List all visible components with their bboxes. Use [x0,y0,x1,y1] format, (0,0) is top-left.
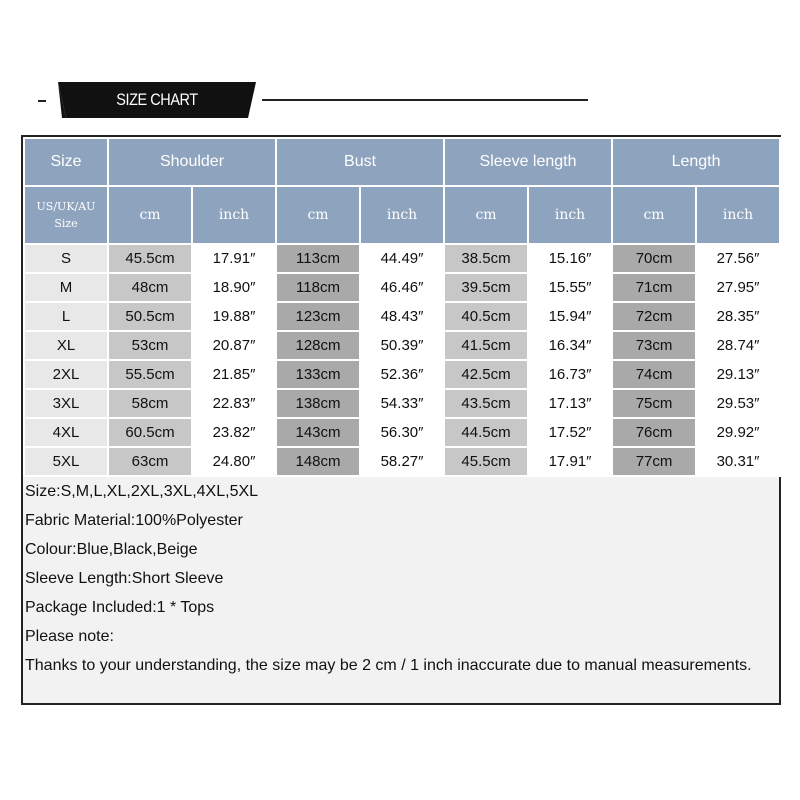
cell-bust-cm: 118cm [276,273,360,302]
cell-length-in: 28.35″ [696,302,780,331]
cell-size: 5XL [24,447,108,476]
note-colour: Colour:Blue,Black,Beige [25,541,198,558]
cell-length-in: 27.95″ [696,273,780,302]
cell-bust-cm: 113cm [276,244,360,273]
cell-bust-in: 56.30″ [360,418,444,447]
product-notes [25,477,775,680]
cell-bust-in: 58.27″ [360,447,444,476]
cell-bust-cm: 143cm [276,418,360,447]
unit-cm-header: cm [612,186,696,244]
cell-sleeve-cm: 43.5cm [444,389,528,418]
cell-sleeve-in: 15.55″ [528,273,612,302]
cell-length-in: 30.31″ [696,447,780,476]
cell-size: 2XL [24,360,108,389]
cell-sleeve-in: 17.13″ [528,389,612,418]
group-header-sleeve-length: Sleeve length [444,138,612,186]
cell-shoulder-in: 17.91″ [192,244,276,273]
cell-bust-cm: 123cm [276,302,360,331]
cell-size: XL [24,331,108,360]
cell-shoulder-in: 22.83″ [192,389,276,418]
table-row [24,273,780,302]
unit-header-row [24,186,780,244]
group-header-shoulder: Shoulder [108,138,276,186]
table-row [24,360,780,389]
size-header: Size [24,138,108,186]
cell-length-in: 29.92″ [696,418,780,447]
cell-sleeve-cm: 38.5cm [444,244,528,273]
group-header-bust: Bust [276,138,444,186]
region-size-line2: Size [54,217,78,230]
cell-length-cm: 77cm [612,447,696,476]
unit-cm-header: cm [108,186,192,244]
cell-bust-cm: 148cm [276,447,360,476]
cell-shoulder-in: 24.80″ [192,447,276,476]
cell-sleeve-cm: 41.5cm [444,331,528,360]
cell-shoulder-cm: 63cm [108,447,192,476]
cell-sleeve-cm: 42.5cm [444,360,528,389]
cell-sleeve-cm: 44.5cm [444,418,528,447]
cell-shoulder-cm: 48cm [108,273,192,302]
cell-length-in: 29.53″ [696,389,780,418]
table-row [24,389,780,418]
table-row [24,331,780,360]
cell-sleeve-in: 16.34″ [528,331,612,360]
region-size-line1: US/UK/AU [36,200,96,213]
cell-bust-in: 48.43″ [360,302,444,331]
unit-inch-header: inch [360,186,444,244]
page-title: SIZE CHART [116,90,198,109]
cell-size: S [24,244,108,273]
cell-size: L [24,302,108,331]
cell-length-in: 27.56″ [696,244,780,273]
table-row [24,447,780,476]
size-chart-box [21,135,781,705]
cell-shoulder-cm: 45.5cm [108,244,192,273]
unit-inch-header: inch [696,186,780,244]
cell-shoulder-in: 18.90″ [192,273,276,302]
cell-shoulder-cm: 53cm [108,331,192,360]
group-header-row [24,138,780,186]
cell-sleeve-cm: 40.5cm [444,302,528,331]
note-please: Please note: [25,628,114,645]
cell-shoulder-in: 23.82″ [192,418,276,447]
note-sizes: Size:S,M,L,XL,2XL,3XL,4XL,5XL [25,483,259,500]
cell-sleeve-cm: 45.5cm [444,447,528,476]
note-sleeve: Sleeve Length:Short Sleeve [25,570,224,587]
unit-inch-header: inch [192,186,276,244]
size-table [23,137,781,477]
cell-size: 4XL [24,418,108,447]
cell-length-in: 28.74″ [696,331,780,360]
cell-bust-cm: 133cm [276,360,360,389]
cell-length-in: 29.13″ [696,360,780,389]
cell-length-cm: 76cm [612,418,696,447]
cell-bust-in: 52.36″ [360,360,444,389]
cell-shoulder-cm: 55.5cm [108,360,192,389]
header-rule [262,99,588,101]
cell-length-cm: 72cm [612,302,696,331]
cell-length-cm: 70cm [612,244,696,273]
table-row [24,244,780,273]
note-disclaimer: Thanks to your understanding, the size may be 2 cm / 1 inch inaccurate due to manual measurements. [25,657,752,674]
group-header-length: Length [612,138,780,186]
cell-bust-in: 46.46″ [360,273,444,302]
unit-cm-header: cm [276,186,360,244]
cell-sleeve-in: 15.94″ [528,302,612,331]
cell-length-cm: 71cm [612,273,696,302]
cell-sleeve-in: 16.73″ [528,360,612,389]
cell-bust-cm: 138cm [276,389,360,418]
header-dash [38,100,46,102]
cell-bust-in: 44.49″ [360,244,444,273]
cell-size: 3XL [24,389,108,418]
cell-sleeve-in: 17.52″ [528,418,612,447]
cell-bust-in: 50.39″ [360,331,444,360]
cell-sleeve-in: 17.91″ [528,447,612,476]
note-package: Package Included:1 * Tops [25,599,215,616]
table-row [24,302,780,331]
cell-length-cm: 75cm [612,389,696,418]
cell-sleeve-in: 15.16″ [528,244,612,273]
cell-sleeve-cm: 39.5cm [444,273,528,302]
table-row [24,418,780,447]
cell-length-cm: 73cm [612,331,696,360]
cell-shoulder-in: 21.85″ [192,360,276,389]
cell-bust-in: 54.33″ [360,389,444,418]
region-size-header [24,186,108,244]
cell-shoulder-in: 19.88″ [192,302,276,331]
cell-size: M [24,273,108,302]
note-fabric: Fabric Material:100%Polyester [25,512,243,529]
cell-bust-cm: 128cm [276,331,360,360]
cell-length-cm: 74cm [612,360,696,389]
cell-shoulder-cm: 50.5cm [108,302,192,331]
unit-cm-header: cm [444,186,528,244]
unit-inch-header: inch [528,186,612,244]
cell-shoulder-in: 20.87″ [192,331,276,360]
cell-shoulder-cm: 60.5cm [108,418,192,447]
cell-shoulder-cm: 58cm [108,389,192,418]
